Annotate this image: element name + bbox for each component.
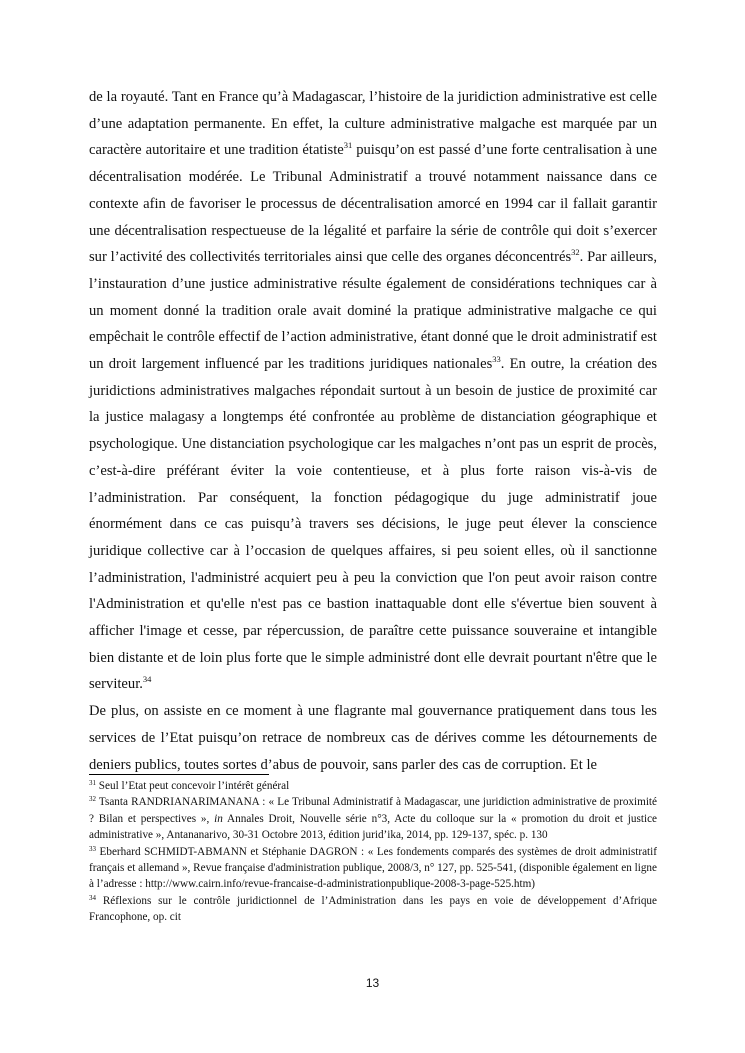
footnote-ref-31[interactable]: 31 <box>343 140 353 151</box>
footnote-text: Tsanta RANDRIANARIMANANA : « Le Tribunal Administratif à Madagascar, une juridiction administrative de proximité ? Bilan et perspectives », <box>89 796 657 825</box>
footnote-31 <box>89 778 657 794</box>
paragraph-1 <box>89 84 657 698</box>
paragraph-2: De plus, on assiste en ce moment à une flagrante mal gouvernance pratiquement dans tous les services de l’Etat puisqu’on retrace de nombreux cas de dérives comme les détournements de deniers publics, toutes sortes d’abus de pouvoir, sans parler des cas de corruption. Et le <box>89 703 657 773</box>
footnote-number: 32 <box>89 795 96 804</box>
footnote-text: Eberhard SCHMIDT-ABMANN et Stéphanie DAGRON : « Les fondements comparés des systèmes de droit administratif français et allemand », Revue française d'administration publique, 2008/3, n° 127, pp. 525-541, (disponible également en ligne à l’adresse : http://www.cairn.info/revue-francaise-d-administrationpublique-2008-3-page-525.htm) <box>89 845 657 891</box>
footnote-number: 33 <box>89 844 96 853</box>
page-number: 13 <box>365 976 380 990</box>
footnote-text: Seul l’Etat peut concevoir l’intérêt général <box>96 780 290 792</box>
text-run: de la royauté. Tant en France qu’à Madagascar, l’histoire de la juridiction administrative est celle d’une adaptation permanente. En effet, la culture administrative malgache est marquée par un caractère autoritaire et une tradition étatiste <box>89 89 657 159</box>
text-run: . En outre, la création des juridictions administratives malgaches répondait surtout à un besoin de justice de proximité car la justice malagasy a longtemps été confrontée au problème de distanciation géographique et psychologique. Une distanciation psychologique car les malgaches n’ont pas un esprit de procès, c’est-à-dire préférant éviter la voie contentieuse, et à plus forte raison vis-à-vis de l’administration. Par conséquent, la fonction pédagogique du juge administratif joue énormément dans ce cas puisqu’à travers ses décisions, le juge peut élever la conscience juridique collective car à l’occasion de quelques affaires, si peu soient elles, où il sanctionne l’administration, l'administré acquiert peu à peu la conviction que l'on peut avoir raison contre l'Administration et qu'elle n'est pas ce bastion inattaquable dont elle s'évertue bien souvent à afficher l'image et cesse, par répercussion, de paraître cette puissance souveraine et intangible bien distante et de loin plus forte que le simple administré dont elle devrait pourtant n'être que le serviteur. <box>89 356 658 693</box>
text-run: puisqu’on est passé d’une forte centralisation à une décentralisation modérée. Le Tribunal Administratif a trouvé notamment naissance dans ce contexte afin de favoriser le processus de décentralisation amorcé en 1994 car il fallait garantir une décentralisation respectueuse de la légalité et parfaire la série de contrôle qui doit s’exercer sur l’activité des collectivités territoriales ainsi que celle des organes déconcentrés <box>89 142 657 266</box>
footnote-number: 31 <box>89 779 96 787</box>
footnotes <box>89 778 657 926</box>
footnote-text-italic: in <box>214 812 223 825</box>
footnote-separator <box>89 774 269 775</box>
footnote-ref-32[interactable]: 32 <box>571 247 580 258</box>
main-text <box>89 84 657 778</box>
footnote-ref-33[interactable]: 33 <box>492 354 501 365</box>
footnote-text: Annales Droit, Nouvelle série n°3, Acte du colloque sur la « promotion du droit et justice administrative », Antananarivo, 30-31 Octobre 2013, édition jurid’ika, 2014, pp. 129-137, spéc. p. 130 <box>89 812 657 842</box>
footnote-text: Réflexions sur le contrôle juridictionnel de l’Administration dans les pays en voie de développement d’Afrique Francophone, op. cit <box>89 894 657 924</box>
footnote-ref-34[interactable]: 34 <box>142 674 152 685</box>
footnote-34 <box>89 893 657 926</box>
footnote-32 <box>89 794 657 843</box>
text-run: . Par ailleurs, l’instauration d’une justice administrative résulte également de considérations techniques car à un moment donné la tradition orale avait dominé la pratique administrative malgache ce qui empêchait le contrôle effectif de l’action administrative, étant donné que le droit administratif est un droit largement influencé par les traditions juridiques nationales <box>89 249 657 373</box>
footnote-number: 34 <box>89 893 96 902</box>
footnote-33 <box>89 844 657 893</box>
